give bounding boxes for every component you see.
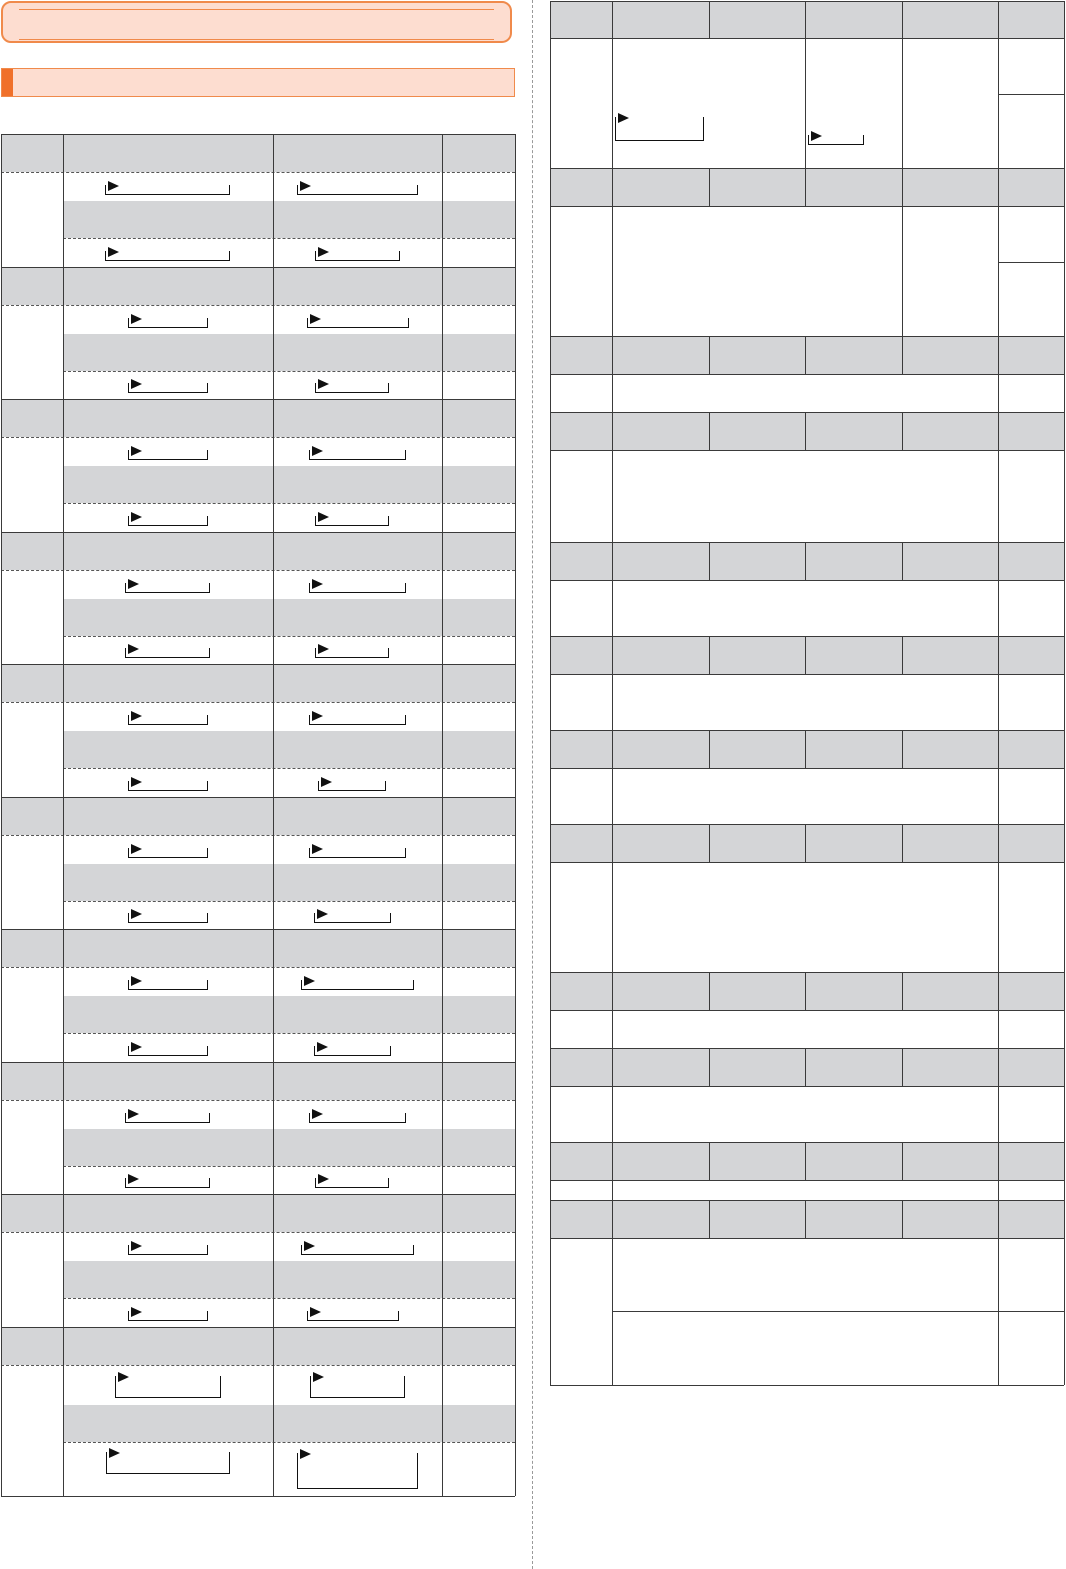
right-header-col-rule bbox=[709, 1048, 710, 1086]
right-arrow-bracket-icon bbox=[615, 117, 704, 141]
right-header-col-rule bbox=[998, 1200, 999, 1238]
left-col-rule bbox=[273, 1062, 274, 1194]
right-header-col-rule bbox=[805, 636, 806, 674]
right-header-col-rule bbox=[709, 1200, 710, 1238]
right-header-col-rule bbox=[998, 542, 999, 580]
right-header-col-rule bbox=[902, 412, 903, 450]
left-col-rule bbox=[442, 267, 443, 399]
left-group-header-row bbox=[1, 1327, 515, 1365]
right-body-col-rule bbox=[998, 674, 999, 730]
right-header-col-rule bbox=[612, 1200, 613, 1238]
right-arrow-bracket-icon bbox=[105, 185, 230, 195]
right-header-col-rule bbox=[805, 542, 806, 580]
right-section-header-row bbox=[550, 168, 1064, 206]
right-section-header-row bbox=[550, 1, 1064, 38]
left-col-rule bbox=[63, 532, 64, 664]
left-row-rule bbox=[63, 503, 515, 504]
left-col-rule bbox=[273, 134, 274, 267]
left-sub-header-row bbox=[63, 466, 515, 503]
left-header-rule bbox=[1, 835, 515, 836]
right-header-col-rule bbox=[805, 168, 806, 206]
left-header-rule bbox=[1, 702, 515, 703]
right-section-header-row bbox=[550, 972, 1064, 1010]
left-group-header-row bbox=[1, 267, 515, 305]
left-group-header-row bbox=[1, 1062, 515, 1100]
left-header-rule bbox=[1, 1100, 515, 1101]
right-header-col-rule bbox=[709, 1142, 710, 1180]
left-group-header-row bbox=[1, 797, 515, 835]
left-col-rule bbox=[442, 664, 443, 797]
right-body-col-rule bbox=[902, 206, 903, 336]
right-arrow-bracket-icon bbox=[315, 1178, 389, 1188]
right-body-sub-rule bbox=[709, 1311, 1064, 1312]
left-col-rule bbox=[442, 532, 443, 664]
left-row-rule bbox=[63, 371, 515, 372]
left-header-rule bbox=[1, 570, 515, 571]
right-header-bottom-rule bbox=[550, 1086, 1064, 1087]
right-header-col-rule bbox=[805, 1048, 806, 1086]
right-arrow-bracket-icon bbox=[128, 1245, 208, 1255]
right-body-col-rule bbox=[998, 206, 999, 336]
right-header-bottom-rule bbox=[550, 768, 1064, 769]
right-arrow-bracket-icon bbox=[128, 1046, 208, 1056]
right-header-col-rule bbox=[612, 730, 613, 768]
right-arrow-bracket-icon bbox=[307, 1311, 399, 1321]
left-col-rule bbox=[63, 1194, 64, 1327]
left-sub-header-row bbox=[63, 996, 515, 1033]
right-header-col-rule bbox=[612, 542, 613, 580]
left-col-rule bbox=[273, 1194, 274, 1327]
right-section-rule bbox=[550, 542, 1064, 543]
right-arrow-bracket-icon bbox=[128, 715, 208, 725]
right-arrow-bracket-icon bbox=[309, 848, 406, 858]
right-arrow-bracket-icon bbox=[318, 781, 386, 791]
left-group-rule bbox=[1, 134, 515, 135]
left-col-rule bbox=[442, 797, 443, 929]
left-table-left-rule bbox=[1, 134, 2, 1496]
right-body-col-rule bbox=[612, 450, 613, 542]
left-table-bottom-rule bbox=[1, 1496, 515, 1497]
left-row-rule bbox=[63, 901, 515, 902]
right-header-col-rule bbox=[998, 824, 999, 862]
right-header-col-rule bbox=[902, 336, 903, 374]
right-body-col-rule bbox=[612, 1086, 613, 1142]
title-box bbox=[1, 1, 512, 43]
right-header-col-rule bbox=[998, 972, 999, 1010]
left-col-rule bbox=[273, 1327, 274, 1496]
right-arrow-bracket-icon bbox=[128, 781, 208, 791]
right-arrow-bracket-icon bbox=[297, 185, 418, 195]
right-arrow-bracket-icon bbox=[808, 135, 864, 145]
right-header-col-rule bbox=[902, 1, 903, 38]
right-header-bottom-rule bbox=[550, 206, 1064, 207]
right-body-col-rule bbox=[612, 374, 613, 412]
right-header-col-rule bbox=[709, 730, 710, 768]
right-header-col-rule bbox=[709, 542, 710, 580]
right-header-col-rule bbox=[612, 972, 613, 1010]
right-section-header-row bbox=[550, 636, 1064, 674]
right-section-rule bbox=[550, 1142, 1064, 1143]
left-row-rule bbox=[63, 1033, 515, 1034]
column-divider bbox=[532, 0, 533, 1569]
left-col-rule bbox=[63, 1327, 64, 1496]
right-arrow-bracket-icon bbox=[309, 450, 406, 460]
left-col-rule bbox=[63, 664, 64, 797]
right-header-col-rule bbox=[805, 336, 806, 374]
right-body-sub-rule bbox=[612, 1311, 709, 1312]
left-col-rule bbox=[442, 1194, 443, 1327]
right-arrow-bracket-icon bbox=[315, 251, 400, 261]
left-col-rule bbox=[442, 1062, 443, 1194]
right-section-header-row bbox=[550, 730, 1064, 768]
left-group-rule bbox=[1, 1327, 515, 1328]
right-body-col-rule bbox=[805, 38, 806, 168]
right-header-col-rule bbox=[998, 168, 999, 206]
left-sub-header-row bbox=[63, 1261, 515, 1298]
right-arrow-bracket-icon bbox=[301, 1245, 414, 1255]
left-col-rule bbox=[273, 399, 274, 532]
right-body-sub-rule bbox=[998, 262, 1064, 263]
left-sub-header-row bbox=[63, 1129, 515, 1166]
right-section-header-row bbox=[550, 1048, 1064, 1086]
left-group-rule bbox=[1, 399, 515, 400]
right-section-header-row bbox=[550, 336, 1064, 374]
right-section-header-row bbox=[550, 1142, 1064, 1180]
right-body-col-rule bbox=[612, 1010, 613, 1048]
left-group-rule bbox=[1, 1062, 515, 1063]
right-arrow-bracket-icon bbox=[106, 1452, 230, 1474]
right-arrow-bracket-icon bbox=[297, 1453, 418, 1489]
left-sub-header-row bbox=[63, 1405, 515, 1442]
left-sub-header-row bbox=[63, 731, 515, 768]
right-section-rule bbox=[550, 730, 1064, 731]
right-body-col-rule bbox=[612, 206, 613, 336]
right-header-bottom-rule bbox=[550, 1010, 1064, 1011]
left-col-rule bbox=[63, 797, 64, 929]
right-header-col-rule bbox=[805, 412, 806, 450]
right-header-col-rule bbox=[709, 336, 710, 374]
right-header-col-rule bbox=[902, 1048, 903, 1086]
right-arrow-bracket-icon bbox=[115, 1376, 221, 1398]
right-arrow-bracket-icon bbox=[125, 583, 210, 593]
right-body-col-rule bbox=[612, 768, 613, 824]
right-body-col-rule bbox=[998, 450, 999, 542]
right-body-col-rule bbox=[998, 768, 999, 824]
right-header-col-rule bbox=[612, 412, 613, 450]
left-header-rule bbox=[1, 1365, 515, 1366]
right-header-col-rule bbox=[998, 636, 999, 674]
right-header-col-rule bbox=[612, 1142, 613, 1180]
left-header-rule bbox=[1, 305, 515, 306]
right-header-col-rule bbox=[998, 412, 999, 450]
left-col-rule bbox=[273, 664, 274, 797]
right-header-col-rule bbox=[902, 168, 903, 206]
right-header-col-rule bbox=[612, 1048, 613, 1086]
right-table-bottom-rule bbox=[550, 1385, 1064, 1386]
left-col-rule bbox=[442, 929, 443, 1062]
left-col-rule bbox=[273, 267, 274, 399]
right-header-col-rule bbox=[709, 168, 710, 206]
left-row-rule bbox=[63, 238, 515, 239]
left-col-rule bbox=[442, 134, 443, 267]
right-arrow-bracket-icon bbox=[128, 450, 208, 460]
left-group-rule bbox=[1, 929, 515, 930]
left-row-rule bbox=[63, 1166, 515, 1167]
right-header-col-rule bbox=[709, 972, 710, 1010]
right-header-col-rule bbox=[998, 1142, 999, 1180]
right-arrow-bracket-icon bbox=[315, 648, 389, 658]
left-group-rule bbox=[1, 267, 515, 268]
right-body-col-rule bbox=[998, 38, 999, 168]
right-body-col-rule bbox=[998, 580, 999, 636]
right-header-col-rule bbox=[709, 636, 710, 674]
right-header-col-rule bbox=[709, 412, 710, 450]
left-group-rule bbox=[1, 797, 515, 798]
right-arrow-bracket-icon bbox=[125, 648, 210, 658]
left-group-rule bbox=[1, 1194, 515, 1195]
left-sub-header-row bbox=[63, 334, 515, 371]
right-section-header-row bbox=[550, 412, 1064, 450]
right-header-bottom-rule bbox=[550, 580, 1064, 581]
right-header-col-rule bbox=[612, 1, 613, 38]
right-arrow-bracket-icon bbox=[315, 383, 389, 393]
right-header-col-rule bbox=[805, 1142, 806, 1180]
right-section-rule bbox=[550, 636, 1064, 637]
right-header-col-rule bbox=[998, 730, 999, 768]
right-arrow-bracket-icon bbox=[310, 1376, 405, 1398]
left-sub-header-row bbox=[63, 201, 515, 238]
left-row-rule bbox=[63, 1442, 515, 1443]
right-header-col-rule bbox=[902, 542, 903, 580]
left-group-header-row bbox=[1, 1194, 515, 1232]
right-section-rule bbox=[550, 972, 1064, 973]
left-group-header-row bbox=[1, 532, 515, 570]
left-header-rule bbox=[1, 172, 515, 173]
right-section-rule bbox=[550, 1200, 1064, 1201]
right-arrow-bracket-icon bbox=[125, 1178, 210, 1188]
left-col-rule bbox=[273, 929, 274, 1062]
right-body-col-rule bbox=[612, 580, 613, 636]
right-section-rule bbox=[550, 412, 1064, 413]
right-header-col-rule bbox=[902, 972, 903, 1010]
left-col-rule bbox=[273, 532, 274, 664]
right-section-header-row bbox=[550, 542, 1064, 580]
left-col-rule bbox=[442, 399, 443, 532]
right-body-col-rule bbox=[612, 38, 613, 168]
right-header-col-rule bbox=[805, 972, 806, 1010]
right-table-right-rule bbox=[1064, 1, 1065, 1385]
right-arrow-bracket-icon bbox=[301, 980, 414, 990]
right-header-bottom-rule bbox=[550, 1238, 1064, 1239]
right-section-rule bbox=[550, 824, 1064, 825]
left-header-rule bbox=[1, 1232, 515, 1233]
right-arrow-bracket-icon bbox=[314, 1046, 391, 1056]
right-arrow-bracket-icon bbox=[128, 980, 208, 990]
left-group-rule bbox=[1, 664, 515, 665]
right-section-rule bbox=[550, 168, 1064, 169]
right-header-col-rule bbox=[612, 336, 613, 374]
right-body-col-rule bbox=[902, 38, 903, 168]
left-row-rule bbox=[63, 636, 515, 637]
right-header-bottom-rule bbox=[550, 862, 1064, 863]
right-header-col-rule bbox=[902, 824, 903, 862]
right-header-col-rule bbox=[612, 168, 613, 206]
right-body-sub-rule bbox=[998, 94, 1064, 95]
right-body-col-rule bbox=[998, 1010, 999, 1048]
right-body-col-rule bbox=[998, 374, 999, 412]
left-row-rule bbox=[63, 1298, 515, 1299]
right-arrow-bracket-icon bbox=[125, 1113, 210, 1123]
left-sub-header-row bbox=[63, 599, 515, 636]
left-group-rule bbox=[1, 532, 515, 533]
section-heading-bar bbox=[1, 68, 515, 97]
left-row-rule bbox=[63, 768, 515, 769]
right-arrow-bracket-icon bbox=[128, 1311, 208, 1321]
right-section-header-row bbox=[550, 1200, 1064, 1238]
right-header-col-rule bbox=[902, 1200, 903, 1238]
right-arrow-bracket-icon bbox=[309, 583, 406, 593]
right-arrow-bracket-icon bbox=[315, 516, 389, 526]
right-header-col-rule bbox=[805, 1200, 806, 1238]
title-rule-bottom bbox=[19, 39, 494, 40]
right-header-col-rule bbox=[998, 1, 999, 38]
right-arrow-bracket-icon bbox=[128, 913, 208, 923]
right-header-col-rule bbox=[902, 1142, 903, 1180]
right-arrow-bracket-icon bbox=[105, 251, 230, 261]
right-header-col-rule bbox=[805, 730, 806, 768]
right-body-col-rule bbox=[998, 1086, 999, 1142]
right-body-col-rule bbox=[612, 862, 613, 972]
right-header-col-rule bbox=[998, 336, 999, 374]
right-header-col-rule bbox=[709, 1, 710, 38]
right-arrow-bracket-icon bbox=[128, 383, 208, 393]
left-col-rule bbox=[63, 399, 64, 532]
right-section-rule bbox=[550, 1, 1064, 2]
right-header-bottom-rule bbox=[550, 1180, 1064, 1181]
right-header-col-rule bbox=[902, 636, 903, 674]
right-header-bottom-rule bbox=[550, 374, 1064, 375]
right-arrow-bracket-icon bbox=[128, 516, 208, 526]
left-col-rule bbox=[63, 1062, 64, 1194]
right-arrow-bracket-icon bbox=[128, 848, 208, 858]
title-rule-top bbox=[19, 9, 494, 10]
right-header-col-rule bbox=[612, 824, 613, 862]
left-table-right-rule bbox=[515, 134, 516, 1496]
right-body-col-rule bbox=[612, 1180, 613, 1200]
right-table-left-rule bbox=[550, 1, 551, 1385]
right-header-col-rule bbox=[998, 1048, 999, 1086]
right-arrow-bracket-icon bbox=[309, 1113, 406, 1123]
right-section-rule bbox=[550, 336, 1064, 337]
right-header-bottom-rule bbox=[550, 674, 1064, 675]
right-header-col-rule bbox=[902, 730, 903, 768]
right-body-col-rule bbox=[998, 1180, 999, 1200]
left-header-rule bbox=[1, 437, 515, 438]
left-group-header-row bbox=[1, 134, 515, 172]
right-header-col-rule bbox=[612, 636, 613, 674]
right-arrow-bracket-icon bbox=[128, 318, 208, 328]
right-header-bottom-rule bbox=[550, 38, 1064, 39]
right-header-bottom-rule bbox=[550, 450, 1064, 451]
right-header-col-rule bbox=[709, 824, 710, 862]
right-section-header-row bbox=[550, 824, 1064, 862]
left-group-header-row bbox=[1, 929, 515, 967]
left-col-rule bbox=[63, 267, 64, 399]
right-arrow-bracket-icon bbox=[307, 318, 409, 328]
left-sub-header-row bbox=[63, 864, 515, 901]
left-header-rule bbox=[1, 967, 515, 968]
right-header-col-rule bbox=[805, 824, 806, 862]
right-arrow-bracket-icon bbox=[309, 715, 406, 725]
left-group-header-row bbox=[1, 399, 515, 437]
left-col-rule bbox=[63, 134, 64, 267]
right-section-rule bbox=[550, 1048, 1064, 1049]
left-group-header-row bbox=[1, 664, 515, 702]
right-arrow-bracket-icon bbox=[314, 913, 391, 923]
left-col-rule bbox=[273, 797, 274, 929]
right-body-col-rule bbox=[998, 862, 999, 972]
right-header-col-rule bbox=[805, 1, 806, 38]
left-col-rule bbox=[63, 929, 64, 1062]
right-body-col-rule bbox=[612, 674, 613, 730]
section-heading-marker bbox=[2, 69, 13, 96]
left-col-rule bbox=[442, 1327, 443, 1496]
